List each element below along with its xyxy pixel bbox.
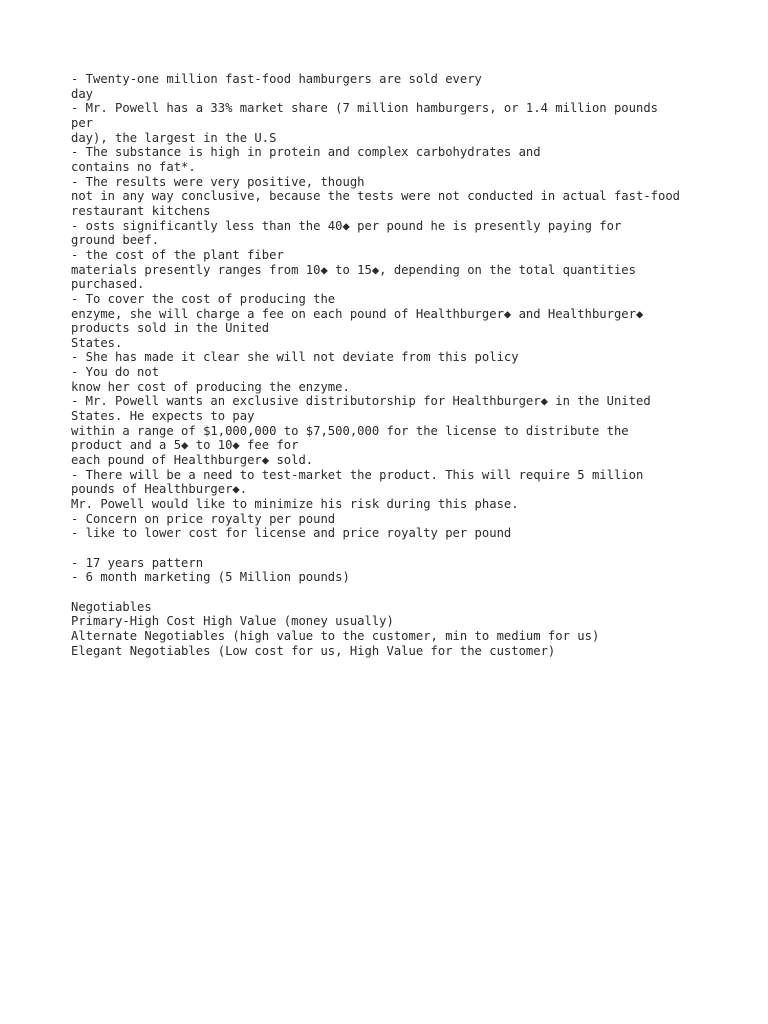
text-line: per	[71, 115, 94, 130]
text-line: know her cost of producing the enzyme.	[71, 379, 350, 394]
text-line: Alternate Negotiables (high value to the customer, min to medium for us)	[71, 628, 600, 643]
text-line: pounds of Healthburger◆.	[71, 482, 248, 497]
text-line: Elegant Negotiables (Low cost for us, High Value for the customer)	[71, 643, 556, 658]
text-line: States.	[71, 335, 123, 350]
text-line: Primary-High Cost High Value (money usually)	[71, 614, 394, 629]
text-line: - Concern on price royalty per pound	[71, 511, 336, 526]
text-line: - She has made it clear she will not deviate from this policy	[71, 350, 519, 365]
text-line: - Mr. Powell wants an exclusive distributorship for Healthburger◆ in the United	[71, 394, 651, 409]
section-heading-negotiables: Negotiables	[71, 599, 152, 614]
blank-line	[71, 541, 751, 556]
text-line: contains no fat*.	[71, 159, 196, 174]
text-line: - 6 month marketing (5 Million pounds)	[71, 570, 350, 585]
text-line: within a range of $1,000,000 to $7,500,000 for the license to distribute the	[71, 423, 629, 438]
blank-line	[71, 585, 751, 600]
text-line: - You do not	[71, 365, 160, 380]
text-line: Mr. Powell would like to minimize his risk during this phase.	[71, 497, 519, 512]
text-line: - Twenty-one million fast-food hamburgers are sold every	[71, 72, 482, 86]
notes-text-block	[71, 72, 751, 658]
text-line: - To cover the cost of producing the	[71, 291, 336, 306]
text-line: - 17 years pattern	[71, 555, 204, 570]
text-line: product and a 5◆ to 10◆ fee for	[71, 438, 299, 453]
text-line: restaurant kitchens	[71, 203, 211, 218]
text-line: - the cost of the plant fiber	[71, 247, 284, 262]
text-line: - The results were very positive, though	[71, 174, 365, 189]
text-line: - Mr. Powell has a 33% market share (7 million hamburgers, or 1.4 million pounds	[71, 101, 658, 116]
text-line: - The substance is high in protein and complex carbohydrates and	[71, 145, 541, 160]
text-line: materials presently ranges from 10◆ to 15◆, depending on the total quantities	[71, 262, 636, 277]
text-line: not in any way conclusive, because the tests were not conducted in actual fast-food	[71, 189, 681, 204]
text-line: products sold in the United	[71, 321, 270, 336]
text-line: day	[71, 86, 94, 101]
text-line: enzyme, she will charge a fee on each pound of Healthburger◆ and Healthburger◆	[71, 306, 644, 321]
text-line: purchased.	[71, 277, 145, 292]
text-line: - osts significantly less than the 40◆ per pound he is presently paying for	[71, 218, 622, 233]
text-line: - like to lower cost for license and price royalty per pound	[71, 526, 512, 541]
text-line: States. He expects to pay	[71, 409, 255, 424]
text-line: - There will be a need to test-market the product. This will require 5 million	[71, 467, 644, 482]
text-line: each pound of Healthburger◆ sold.	[71, 453, 314, 468]
text-line: ground beef.	[71, 233, 160, 248]
text-line: day), the largest in the U.S	[71, 130, 277, 145]
